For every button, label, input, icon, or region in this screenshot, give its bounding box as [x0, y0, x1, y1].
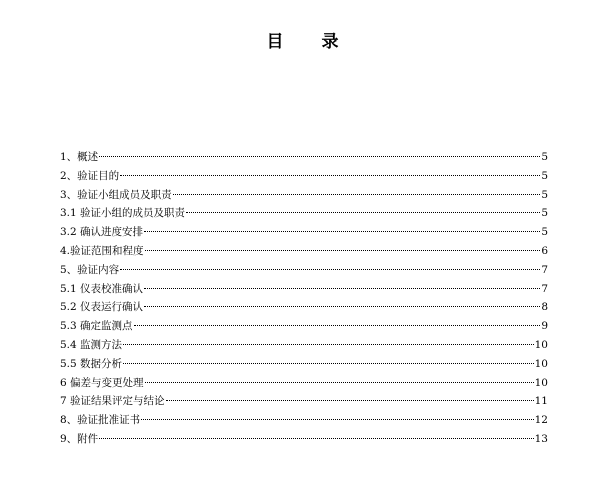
toc-entry-label: 4.验证范围和程度: [60, 244, 144, 257]
toc-entry[interactable]: [60, 298, 548, 317]
toc-entry[interactable]: [60, 411, 548, 430]
toc-entry-page: 11: [534, 395, 548, 408]
toc-entry-page: 5: [541, 169, 548, 182]
toc-dot-leader: [166, 400, 534, 401]
toc-dot-leader: [123, 344, 534, 345]
toc-entry-page: 5: [541, 151, 548, 163]
toc-entry-page: 6: [541, 244, 548, 257]
toc-entry[interactable]: [60, 186, 548, 205]
toc-entry[interactable]: [60, 280, 548, 299]
toc-entry-page: 10: [534, 338, 548, 351]
toc-entry[interactable]: [60, 204, 548, 223]
toc-dot-leader: [145, 250, 541, 251]
toc-entry-label: 3.1 验证小组的成员及职责: [60, 207, 186, 220]
toc-dot-leader: [120, 269, 540, 270]
toc-entry[interactable]: [60, 261, 548, 280]
toc-entry-page: 13: [534, 432, 548, 445]
toc-entry-label: 3.2 确认进度安排: [60, 226, 144, 239]
toc-entry-page: 5: [541, 207, 548, 220]
toc-entry[interactable]: [60, 430, 548, 449]
toc-entry[interactable]: [60, 242, 548, 261]
toc-entry[interactable]: [60, 392, 548, 411]
toc-entry-page: 10: [534, 376, 548, 389]
toc-entry-label: 8、验证批准证书: [60, 414, 141, 427]
toc-entry[interactable]: [60, 355, 548, 374]
toc-entry[interactable]: [60, 374, 548, 393]
toc-dot-leader: [144, 288, 540, 289]
toc-dot-leader: [173, 194, 541, 195]
toc-entry-label: 5.5 数据分析: [60, 357, 123, 370]
toc-entry-page: 8: [541, 301, 548, 314]
toc-title: [0, 31, 605, 53]
toc-dot-leader: [144, 306, 540, 307]
toc-dot-leader: [134, 325, 541, 326]
toc-dot-leader: [99, 438, 533, 439]
toc-entry-page: 9: [541, 320, 548, 333]
toc-entry[interactable]: [60, 336, 548, 355]
toc-entry-label: 1、概述: [60, 151, 99, 163]
toc-dot-leader: [99, 156, 540, 157]
toc-entry-label: 2、验证目的: [60, 169, 120, 182]
toc-dot-leader: [145, 382, 534, 383]
toc-entry[interactable]: [60, 317, 548, 336]
toc-entry-page: 10: [534, 357, 548, 370]
toc-entry-page: 5: [541, 226, 548, 239]
toc-entry-label: 5.3 确定监测点: [60, 320, 133, 333]
toc-dot-leader: [144, 231, 540, 232]
toc-entry-label: 3、验证小组成员及职责: [60, 188, 172, 201]
toc-entry-label: 6 偏差与变更处理: [60, 376, 144, 389]
toc-entry-page: 7: [541, 282, 548, 295]
toc-dot-leader: [120, 175, 540, 176]
toc-entry-label: 9、附件: [60, 432, 99, 445]
toc-entry-page: 7: [541, 263, 548, 276]
toc-dot-leader: [123, 363, 534, 364]
toc-entry[interactable]: [60, 148, 548, 167]
toc-entry-label: 5.4 监测方法: [60, 338, 123, 351]
toc-entry-label: 5.2 仪表运行确认: [60, 301, 144, 314]
toc-entry-page: 5: [541, 188, 548, 201]
toc-dot-leader: [141, 419, 533, 420]
toc-entry-page: 12: [534, 414, 548, 427]
toc-list: [60, 148, 548, 449]
toc-entry[interactable]: [60, 167, 548, 186]
toc-title-char-1: 目: [266, 32, 284, 52]
toc-dot-leader: [186, 212, 540, 213]
toc-title-char-2: 录: [321, 32, 339, 52]
toc-entry-label: 5.1 仪表校准确认: [60, 282, 144, 295]
toc-entry[interactable]: [60, 223, 548, 242]
toc-entry-label: 7 验证结果评定与结论: [60, 395, 165, 408]
toc-entry-label: 5、验证内容: [60, 263, 120, 276]
